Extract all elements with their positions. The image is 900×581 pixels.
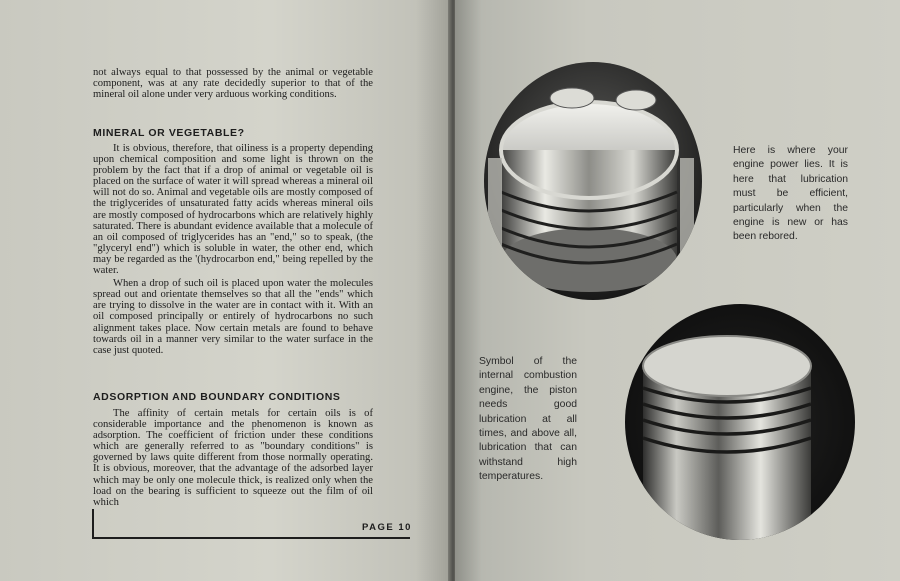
- body-paragraph: The affinity of certain metals for certain oils is of considerable importance and the phenomenon is known as adsorption. The coefficient of friction under these conditions which are generally referred to as "boundary conditions" is governed by laws quite different from those normally operating. It is obvious, moreover, that the advantage of the adsorbed layer which may be only one molecule thick, is realized only when the load on the bearing is sufficient to squeeze out the film of oil which: [93, 408, 373, 508]
- body-paragraph: When a drop of such oil is placed upon water the molecules spread out and orientate themselves so that all the "ends" which are trying to dissolve in the water are in contact with it. With an oil composed principally or entirely of hydrocarbons no such alignment takes place. Now certain metals are found to behave towards oil in a manner very similar to the water surface in the case just quoted.: [93, 278, 373, 356]
- intro-text: [93, 67, 373, 100]
- piston-rings-photo: [484, 62, 702, 300]
- caption-top: Here is where your engine power lies. It is here that lubrication must be efficient, particularly when the engine is new or has been rebored.: [733, 145, 848, 243]
- page-rule-horizontal: [92, 537, 410, 539]
- section-heading-adsorption: ADSORPTION AND BOUNDARY CONDITIONS: [93, 391, 341, 403]
- piston-photo: [625, 304, 855, 540]
- intro-paragraph: not always equal to that possessed by the animal or vegetable component, was at any rate decidedly superior to that of the mineral oil alone under very arduous working conditions.: [93, 67, 373, 101]
- page-rule-vertical: [92, 509, 94, 539]
- section-body-mineral: [93, 143, 373, 356]
- right-page: [455, 0, 900, 581]
- caption-bottom: Symbol of the internal combustion engine, the piston needs good lubrication at all times, and above all, lubrication that can withstand high temperatures.: [479, 356, 577, 483]
- body-paragraph: It is obvious, therefore, that oiliness is a property depending upon chemical composition and some light is thrown on the problem by the fact that if a drop of animal or vegetable oil is placed on the surface of water it will spread whereas a mineral oil will not do so. Animal and vegetable oils are mostly composed of the triglycerides of unsaturated fatty acids whereas mineral oils are mostly composed of hydrocarbons which are relatively highly saturated. There is abundant evidence available that a molecule of an oil composed of triglycerides has an "end," so to speak, (the "glyceryl end") which is soluble in water, the other end, which may be regarded as the '(hydrocarbon end," being repelled by the water.: [93, 143, 373, 277]
- section-body-adsorption: [93, 408, 373, 508]
- page-number: PAGE 10: [362, 522, 412, 533]
- section-heading-mineral: MINERAL OR VEGETABLE?: [93, 127, 245, 139]
